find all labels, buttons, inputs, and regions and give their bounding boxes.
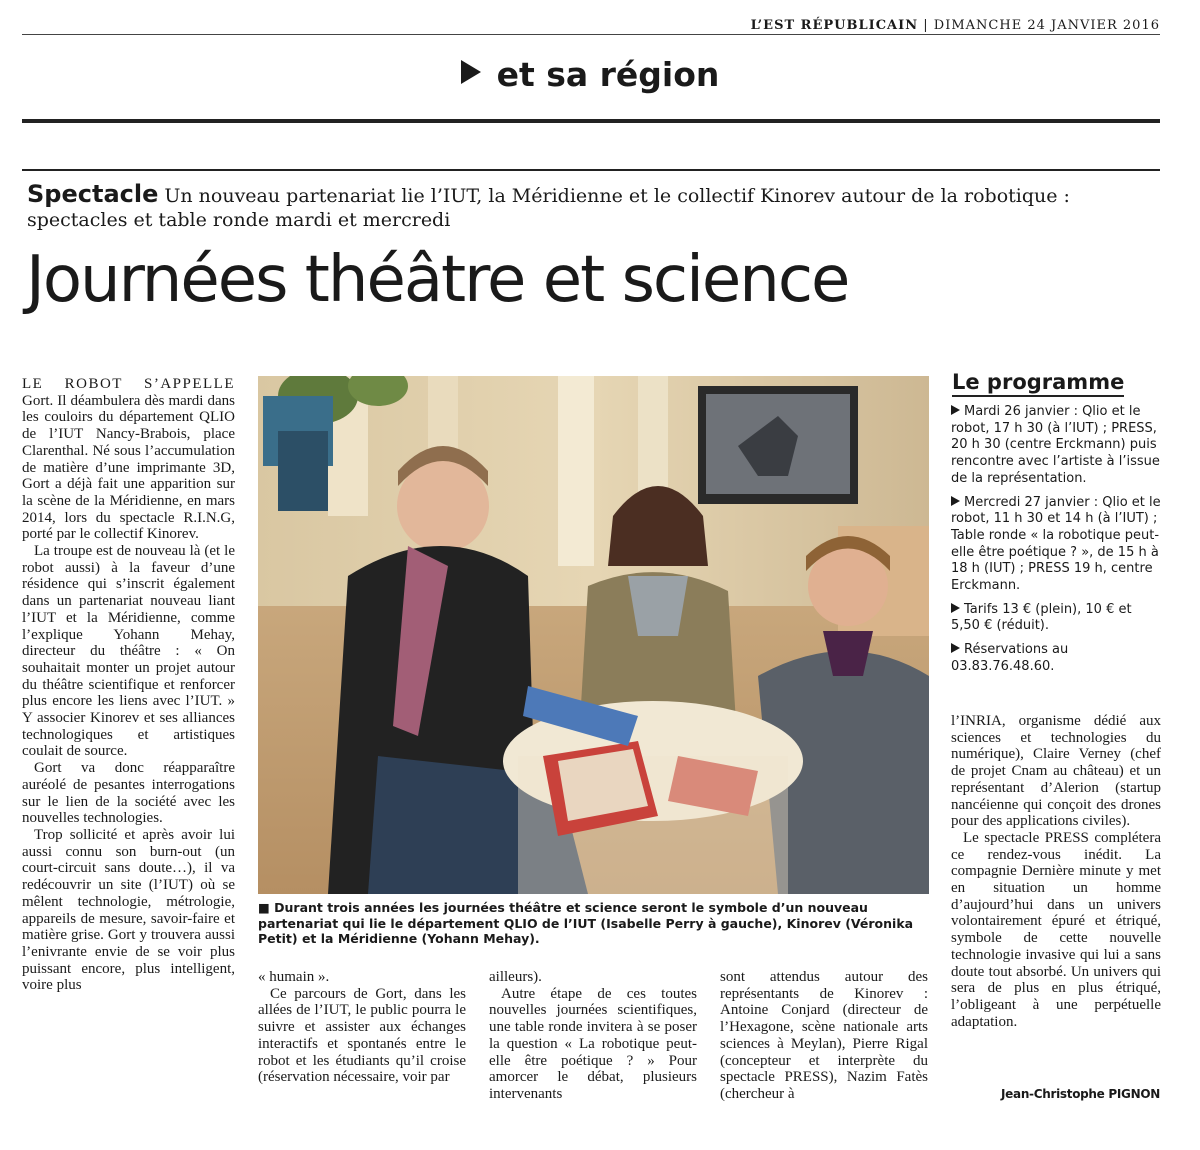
kicker-keyword: Spectacle [27,180,159,208]
article-paragraph: sont attendus autour des représentants de Kinorev : Antoine Conjard (directeur de l’Hexagone, scène nationale arts sciences à Meylan), Pierre Rigal (concepteur et interprète du spectacle PRESS), Nazim Fatès (chercheur à [720,969,928,1102]
kicker-text: Un nouveau partenariat lie l’IUT, la Méridienne et le collectif Kinorev autour de la robotique : spectacles et table ronde mardi et mercredi [27,185,1070,231]
bullet-arrow-icon [951,643,960,653]
top-rule [22,34,1160,35]
programme-item-text: Mardi 26 janvier : Qlio et le robot, 17 h 30 (à l’IUT) ; PRESS, 20 h 30 (centre Erckmann) puis rencontre avec l’artiste à l’issue de la représentation. [951,404,1160,486]
programme-list [951,404,1161,683]
masthead-separator: | [923,18,929,33]
article-column-1 [22,376,235,994]
article-paragraph: ailleurs). [489,969,542,985]
section-rule-thin [22,169,1160,171]
article-text: Gort. Il déambulera dès mardi dans les couloirs du département QLIO de l’IUT Nancy-Brabois, place Clarenthal. Né sous l’accumulation de matière d’une imprimante 3D, Gort a déjà fait une apparition sur la scène de la Méridienne, en mars 2014, lors du spectacle R.I.N.G, porté par le collectif Kinorev. [22,392,235,543]
article-column-5 [951,713,1161,1030]
bullet-arrow-icon [951,405,960,415]
bullet-arrow-icon [951,603,960,613]
masthead [751,18,1160,33]
photo-illustration [258,376,929,894]
play-arrow-icon [461,60,481,84]
programme-item [951,602,1161,635]
programme-item [951,495,1161,595]
article-paragraph: Ce parcours de Gort, dans les allées de l’IUT, le public pourra le suivre et assister aux échanges interactifs et spontanés entre le robot et les étudiants qu’il croise (réservation nécessaire, voir par [258,985,466,1086]
article-paragraph: Autre étape de ces toutes nouvelles journées scientifiques, une table ronde invitera à se poser la question « La robotique peut-elle être poétique ? » Pour amorcer le débat, plusieurs intervenants [489,985,697,1102]
article-paragraph [22,376,235,543]
author-signature: Jean-Christophe PIGNON [1001,1087,1160,1101]
headline: Journées théâtre et science [26,243,849,317]
programme-title: Le programme [952,370,1124,397]
programme-item-text: Réservations au 03.83.76.48.60. [951,642,1069,674]
section-header [0,55,1180,94]
photo-caption: ■ Durant trois années les journées théâtre et science seront le symbole d’un nouveau partenariat qui lie le département QLIO de l’IUT (Isabelle Perry à gauche), Kinorev (Véronika Petit) et la Méridienne (Yohann Mehay). [258,900,914,946]
kicker [27,182,1162,232]
article-column-4 [720,969,928,1103]
publication-date: DIMANCHE 24 JANVIER 2016 [933,18,1160,33]
article-paragraph: La troupe est de nouveau là (et le robot aussi) à la faveur d’une résidence qui s’inscrit également dans un partenariat nouveau liant l’IUT et la Méridienne, comme l’explique Yohann Mehay, directeur du théâtre : « On souhaitait monter un projet autour du théâtre scientifique et renforcer plus encore les liens avec l’IUT. » Y associer Kinorev et ses alliances technologiques et artistiques coulait de source. [22,543,235,760]
section-rule-thick [22,119,1160,123]
article-photo [258,376,929,894]
article-paragraph: Trop sollicité et après avoir lui aussi connu son burn-out (un court-circuit sans doute…), il va redécouvrir un site (l’IUT) où se mêlent technologie, métrologie, appareils de mesure, savoir-faire et matière grise. Gort y trouvera aussi l’enivrante envie de se voir plus puissant encore, plus intelligent, voire plus [22,826,235,994]
article-paragraph: Le spectacle PRESS complétera ce rendez-vous inédit. La compagnie Dernière minute y met en situation un homme d’aujourd’hui dans un univers volontairement épuré et étriqué, symbole de cette nouvelle technologie invasive qui lui a sans doute tout absorbé. Un univers qui sera de plus en plus étriqué, l’obligeant à une perpétuelle adaptation. [951,829,1161,1030]
article-column-3 [489,969,697,1103]
article-lead: LE ROBOT S’APPELLE [22,376,235,392]
article-column-2 [258,969,466,1086]
article-paragraph: « humain ». [258,969,330,985]
bullet-arrow-icon [951,496,960,506]
programme-item-text: Tarifs 13 € (plein), 10 € et 5,50 € (réduit). [951,601,1132,634]
article-paragraph: Gort va donc réapparaître auréolé de pesantes interrogations sur le lien de la société avec les nouvelles technologies. [22,760,235,827]
article-paragraph: l’INRIA, organisme dédié aux sciences et technologies du numérique), Claire Verney (chef de projet Cnam au château) et un représentant d’Alerion (startup nancéienne qui conçoit des drones pour des applications civiles). [951,713,1161,830]
newspaper-name: L’EST RÉPUBLICAIN [750,18,919,33]
programme-item [951,404,1161,488]
programme-item [951,642,1161,675]
section-label: et sa région [496,55,720,94]
programme-item-text: Mercredi 27 janvier : Qlio et le robot, 11 h 30 et 14 h (à l’IUT) ; Table ronde « la robotique peut-elle être poétique ? », de 15 h à 18 h (IUT) ; PRESS 19 h, centre Erckmann. [951,494,1161,594]
